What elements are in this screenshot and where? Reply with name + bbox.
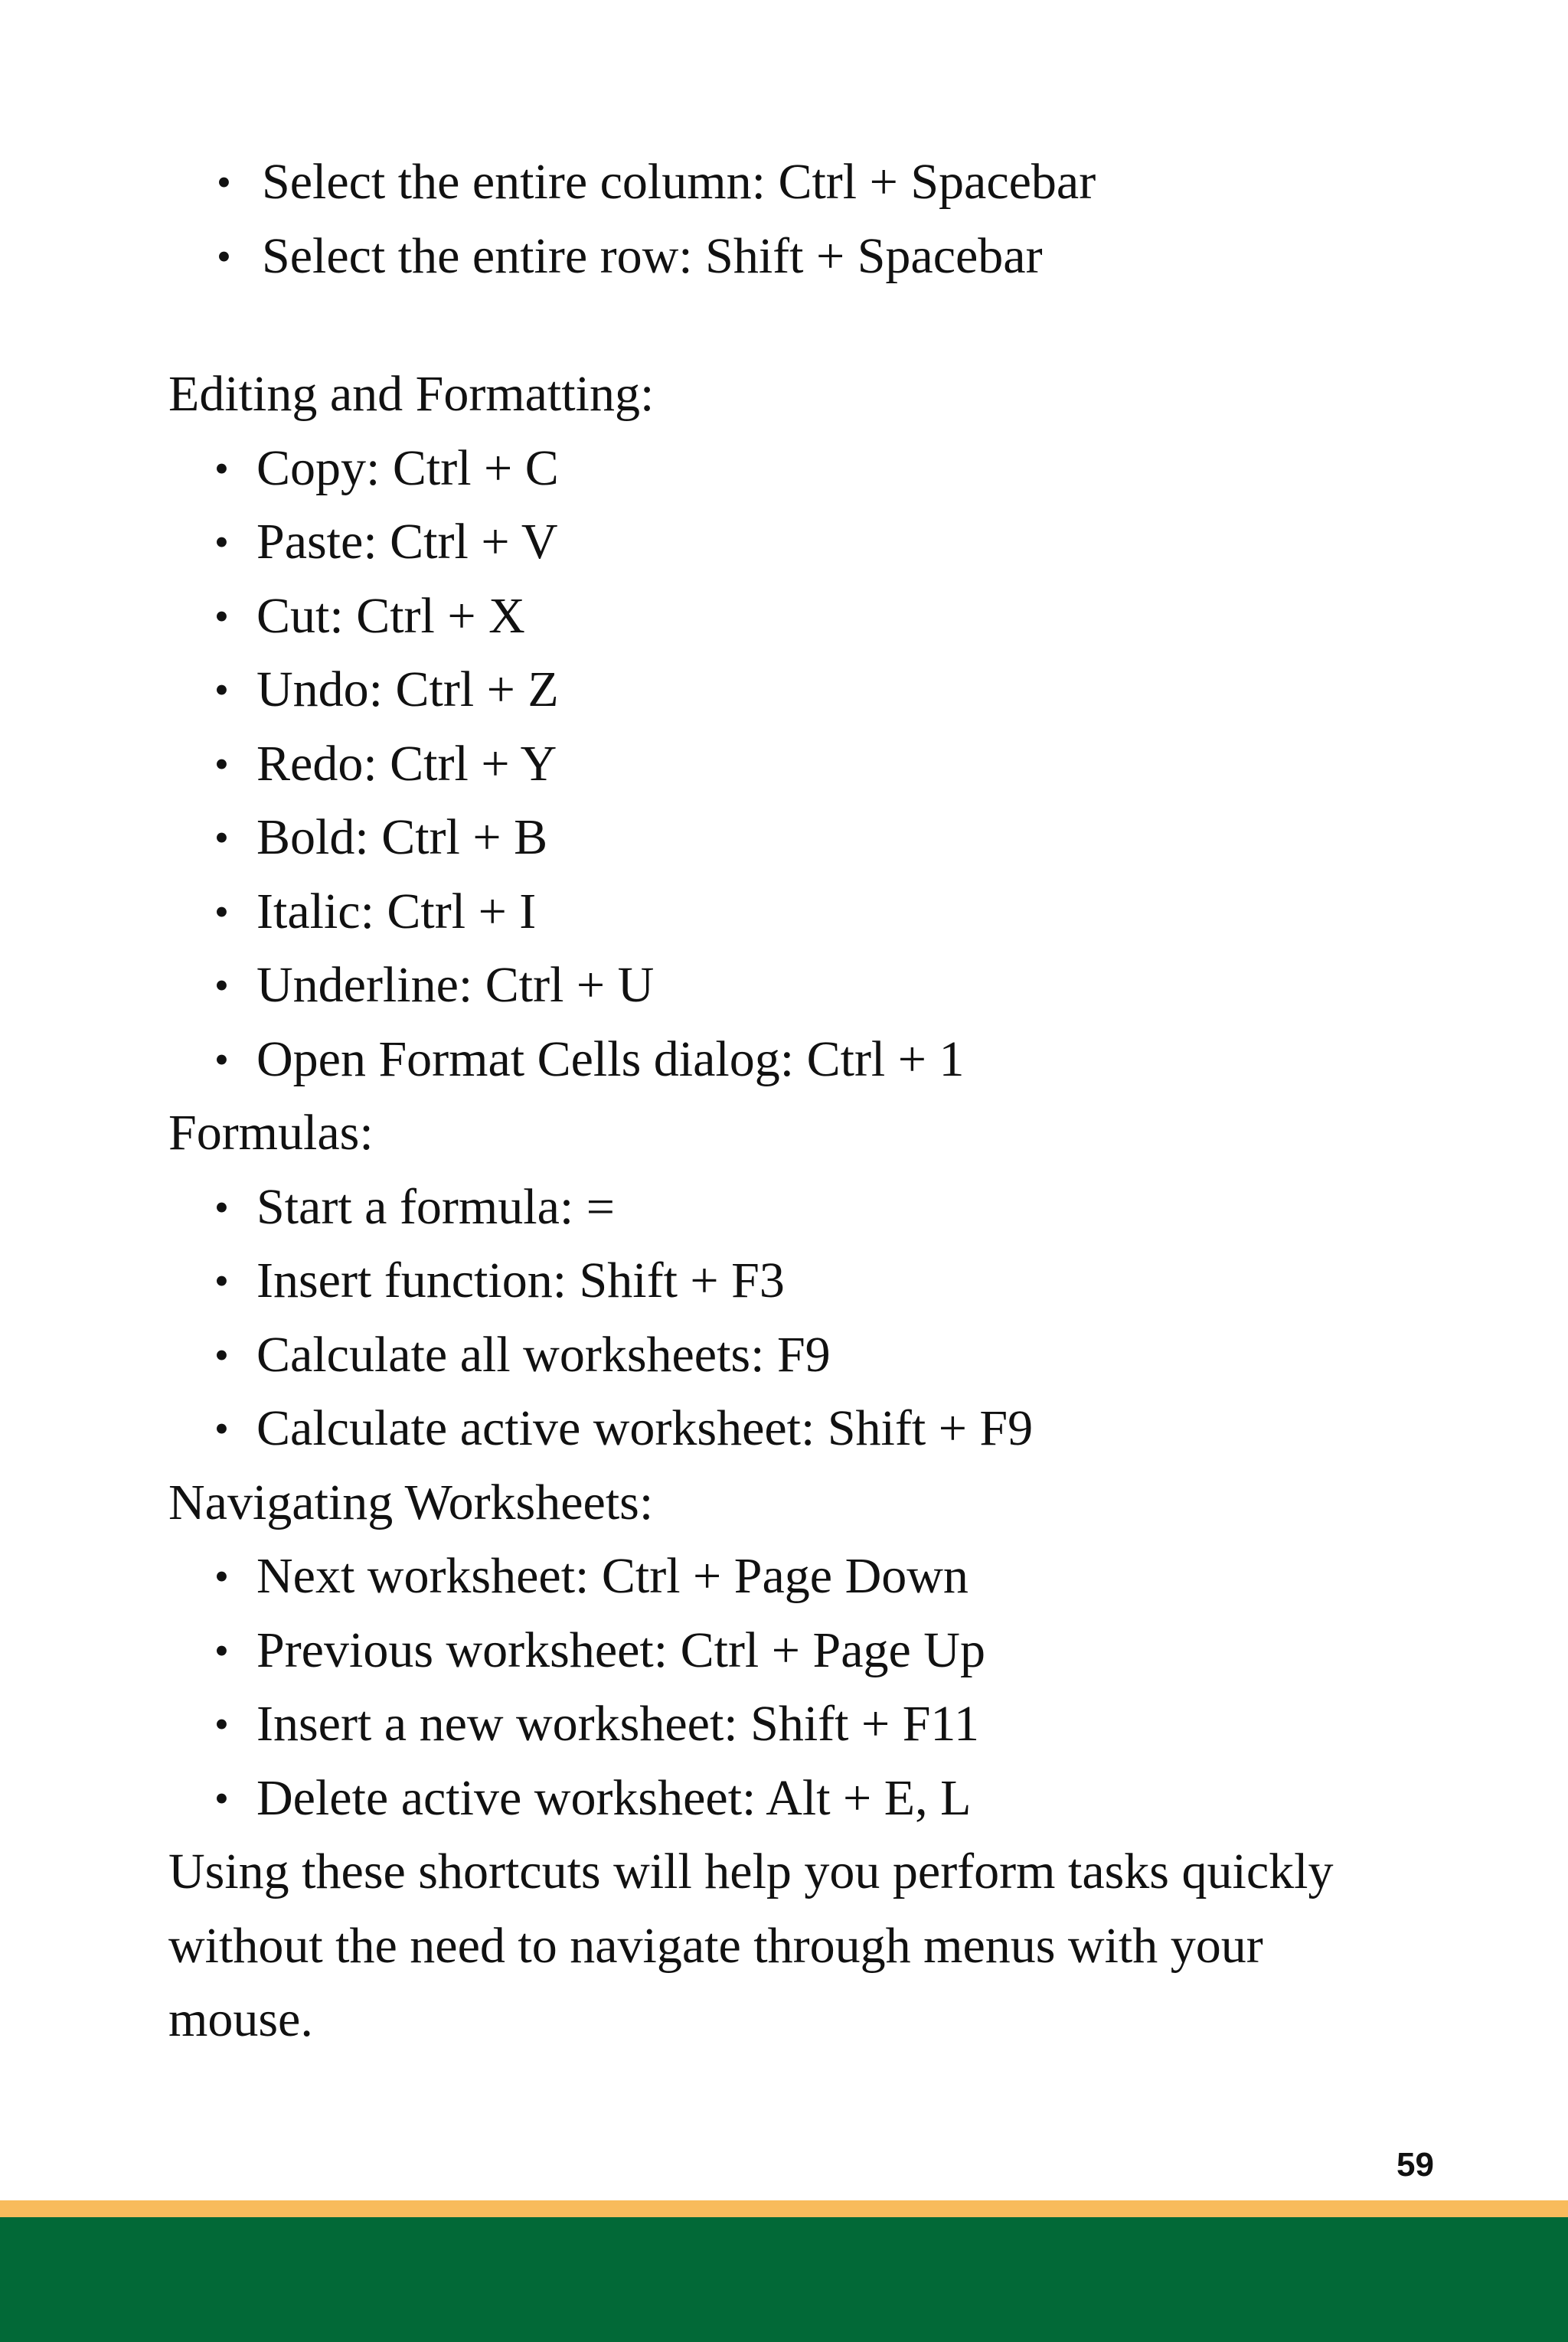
bullet-icon: • xyxy=(214,519,229,565)
shortcut-text: Insert function: Shift + F3 xyxy=(256,1253,785,1308)
page-number: 59 xyxy=(1396,2146,1434,2184)
bullet-icon: • xyxy=(214,593,229,639)
list-item xyxy=(168,505,1409,580)
bullet-icon: • xyxy=(217,233,231,279)
list-item xyxy=(168,1540,1409,1614)
bullet-icon: • xyxy=(214,1036,229,1083)
closing-paragraph: Using these shortcuts will help you perform tasks quickly without the need to navigate through menus with your mouse. xyxy=(168,1844,1334,2047)
shortcut-text: Underline: Ctrl + U xyxy=(256,957,655,1013)
navigation-shortcut-list xyxy=(168,1540,1409,1835)
shortcut-text: Insert a new worksheet: Shift + F11 xyxy=(256,1696,979,1752)
intro-shortcut-list xyxy=(168,145,1409,293)
bullet-icon: • xyxy=(214,1184,229,1230)
bullet-icon: • xyxy=(214,1701,229,1747)
shortcut-text: Select the entire column: Ctrl + Spacebar xyxy=(262,154,1096,210)
formulas-shortcut-list xyxy=(168,1171,1409,1466)
shortcut-text: Redo: Ctrl + Y xyxy=(256,735,557,792)
section-heading-formulas: Formulas: xyxy=(168,1105,374,1161)
shortcut-text: Open Format Cells dialog: Ctrl + 1 xyxy=(256,1031,965,1087)
bullet-icon: • xyxy=(214,445,229,492)
list-item xyxy=(168,220,1409,294)
list-item xyxy=(168,653,1409,727)
list-item xyxy=(168,580,1409,654)
shortcut-text: Previous worksheet: Ctrl + Page Up xyxy=(256,1622,985,1678)
list-item xyxy=(168,1614,1409,1688)
bullet-icon: • xyxy=(214,1553,229,1599)
shortcut-text: Calculate active worksheet: Shift + F9 xyxy=(256,1400,1034,1456)
section-heading-editing: Editing and Formatting: xyxy=(168,366,655,422)
shortcut-text: Italic: Ctrl + I xyxy=(256,883,537,939)
list-item xyxy=(168,1762,1409,1836)
shortcut-text: Bold: Ctrl + B xyxy=(256,809,548,865)
list-item xyxy=(168,1392,1409,1466)
list-item xyxy=(168,1171,1409,1245)
list-item xyxy=(168,1318,1409,1393)
bullet-icon: • xyxy=(214,1627,229,1674)
list-item xyxy=(168,432,1409,506)
bullet-icon: • xyxy=(214,1331,229,1378)
shortcut-text: Undo: Ctrl + Z xyxy=(256,661,559,717)
bullet-icon: • xyxy=(214,740,229,787)
shortcut-text: Copy: Ctrl + C xyxy=(256,439,559,496)
bullet-icon: • xyxy=(214,815,229,861)
shortcut-text: Start a formula: = xyxy=(256,1178,615,1235)
bullet-icon: • xyxy=(214,1775,229,1821)
shortcut-text: Delete active worksheet: Alt + E, L xyxy=(256,1769,972,1826)
bullet-icon: • xyxy=(217,159,231,205)
editing-shortcut-list xyxy=(168,432,1409,1097)
list-item xyxy=(168,1687,1409,1762)
bullet-icon: • xyxy=(214,667,229,713)
list-item xyxy=(168,875,1409,949)
list-item xyxy=(168,801,1409,875)
shortcut-text: Cut: Ctrl + X xyxy=(256,587,525,644)
bullet-icon: • xyxy=(214,1258,229,1304)
list-item xyxy=(168,1023,1409,1097)
list-item xyxy=(168,727,1409,802)
list-item xyxy=(168,1244,1409,1318)
shortcut-text: Select the entire row: Shift + Spacebar xyxy=(262,227,1043,284)
footer-band xyxy=(0,2217,1568,2342)
page-content xyxy=(168,145,1409,2057)
bullet-icon: • xyxy=(214,1406,229,1452)
section-heading-navigating-worksheets: Navigating Worksheets: xyxy=(168,1474,654,1530)
bullet-icon: • xyxy=(214,888,229,935)
shortcut-text: Calculate all worksheets: F9 xyxy=(256,1326,831,1383)
list-item xyxy=(168,145,1409,220)
list-item xyxy=(168,949,1409,1023)
shortcut-text: Next worksheet: Ctrl + Page Down xyxy=(256,1548,969,1604)
bullet-icon: • xyxy=(214,962,229,1008)
footer-accent-stripe xyxy=(0,2200,1568,2217)
shortcut-text: Paste: Ctrl + V xyxy=(256,514,558,570)
